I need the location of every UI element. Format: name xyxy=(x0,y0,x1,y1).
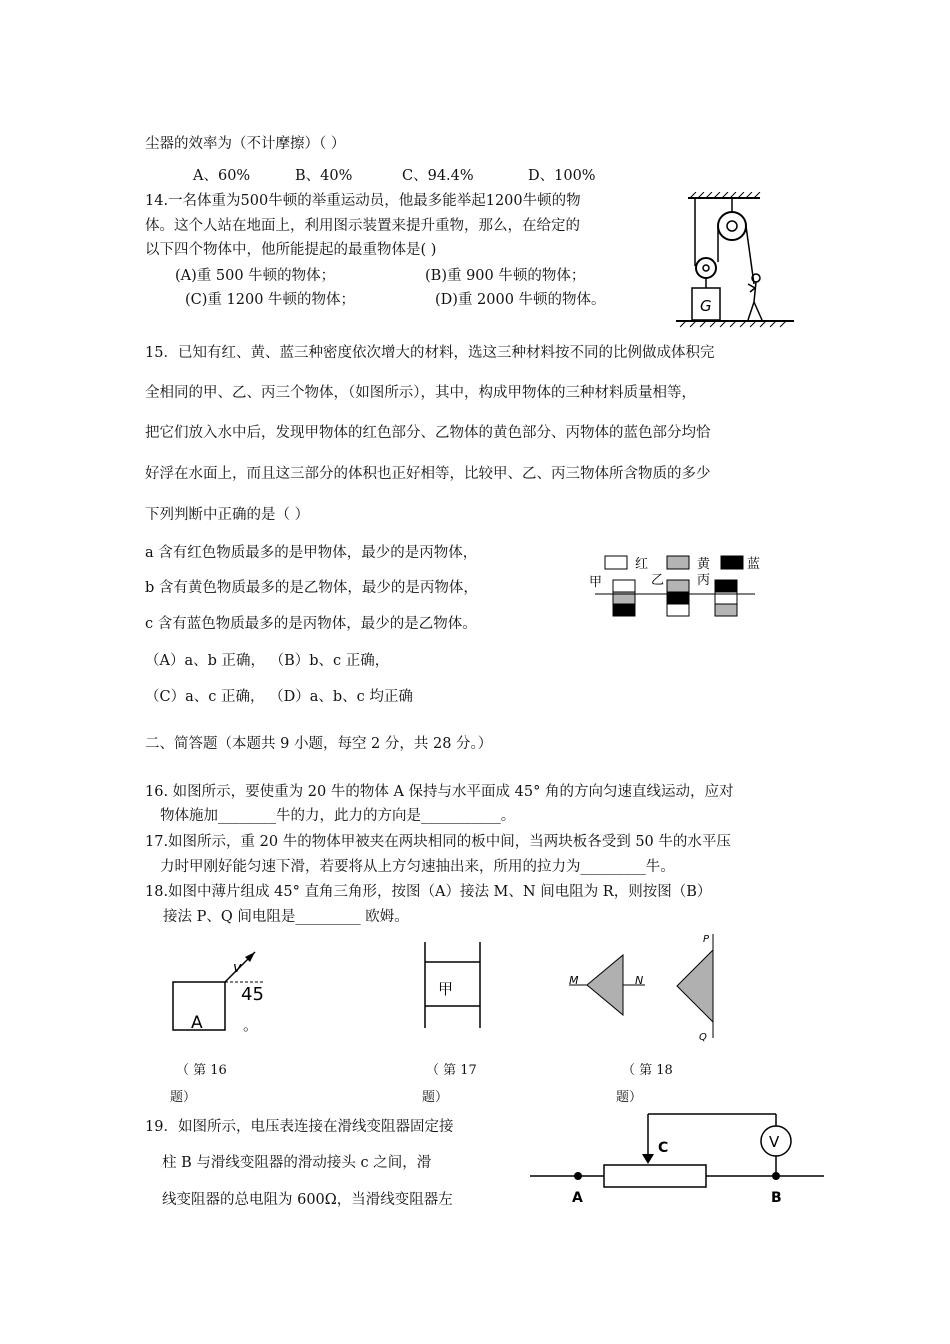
label-v: V xyxy=(769,1133,780,1151)
object-bing-label: 丙 xyxy=(697,573,711,588)
q18-figure xyxy=(565,930,735,1048)
weight-label: G xyxy=(700,297,712,315)
label-a: A xyxy=(572,1190,583,1206)
q13-option-d: D、100% xyxy=(528,168,596,184)
block-a-label: A xyxy=(191,1013,203,1033)
triangle-a xyxy=(587,955,623,1015)
label-q: Q xyxy=(699,1032,707,1043)
label-n: N xyxy=(635,974,644,987)
legend-blue-label: 蓝 xyxy=(747,557,761,572)
q15-line-2: 全相同的甲、乙、丙三个物体，（如图所示），其中，构成甲物体的三种材料质量相等， xyxy=(145,385,696,401)
object-yi-label: 乙 xyxy=(651,573,665,588)
q17-figure xyxy=(420,940,490,1032)
label-p: P xyxy=(703,934,710,945)
q14-option-a: (A)重 500 牛顿的物体； xyxy=(175,268,336,284)
rheostat-circuit-figure xyxy=(528,1108,828,1208)
fixed-pulley xyxy=(718,212,746,240)
object-jia-label: 甲 xyxy=(438,980,454,998)
degree-mark: 。 xyxy=(243,1016,259,1034)
q16-caption-2: 题） xyxy=(170,1090,197,1105)
q15-line-1: 15．已知有红、黄、蓝三种密度依次增大的材料，选这三种材料按不同的比例做成体积完 xyxy=(145,345,715,361)
label-c: C xyxy=(658,1140,669,1156)
q18-line-2: 接法 P、Q 间电阻是_________ 欧姆。 xyxy=(163,909,409,925)
q17-caption-1: （ 第 17 xyxy=(426,1063,477,1078)
density-blocks-figure xyxy=(585,548,765,628)
q13-option-a: A、60% xyxy=(193,168,251,184)
object-jia-label: 甲 xyxy=(589,575,603,590)
slider-arrow-icon xyxy=(642,1154,654,1164)
q14-line-1: 14.一名体重为500牛顿的举重运动员，他最多能举起1200牛顿的物 xyxy=(145,193,581,209)
label-b: B xyxy=(771,1190,782,1206)
terminal-b xyxy=(772,1172,780,1180)
movable-pulley xyxy=(696,258,716,278)
q18-line-1: 18.如图中薄片组成 45° 直角三角形，按图（A）接法 M、N 间电阻为 R，则按图（B） xyxy=(145,884,712,900)
q13-option-c: C、94.4% xyxy=(402,168,474,184)
q19-line-2: 柱 B 与滑线变阻器的滑动接头 c 之间，滑 xyxy=(162,1155,432,1171)
pulley-figure xyxy=(670,192,800,330)
object-yi xyxy=(667,580,689,616)
q14-line-2: 体。这个人站在地面上，利用图示装置来提升重物，那么，在给定的 xyxy=(145,218,580,234)
q18-caption-1: （ 第 18 xyxy=(622,1063,673,1078)
legend-yellow-swatch xyxy=(667,556,689,569)
legend-yellow-label: 黄 xyxy=(697,557,711,572)
q17-caption-2: 题） xyxy=(422,1090,449,1105)
q15-line-5: 下列判断中正确的是（ ） xyxy=(145,507,310,523)
triangle-b xyxy=(677,950,713,1022)
section2-title: 二、简答题（本题共 9 小题，每空 2 分，共 28 分。） xyxy=(145,736,493,752)
q15-line-4: 好浮在水面上，而且这三部分的体积也正好相等，比较甲、乙、丙三物体所含物质的多少 xyxy=(145,466,711,482)
q16-caption-1: （ 第 16 xyxy=(176,1063,227,1078)
q16-figure xyxy=(165,948,275,1038)
q18-caption-2: 题） xyxy=(616,1090,643,1105)
q15-option-cd: （C）a、c 正确， （D）a、b、c 均正确 xyxy=(145,689,413,705)
q14-option-b: (B)重 900 牛顿的物体； xyxy=(425,268,586,284)
q19-line-3: 线变阻器的总电阻为 600Ω，当滑线变阻器左 xyxy=(162,1192,453,1208)
q13-stem: 尘器的效率为（不计摩擦）（ ） xyxy=(145,136,346,152)
object-jia xyxy=(613,580,635,616)
q17-line-2: 力时甲刚好能匀速下滑，若要将从上方匀速抽出来，所用的拉力为_________牛。 xyxy=(160,859,675,875)
q15-statement-c: c 含有蓝色物质最多的是丙物体，最少的是乙物体。 xyxy=(145,616,477,632)
q17-line-1: 17.如图所示，重 20 牛的物体甲被夹在两块相同的板中间，当两块板各受到 50 牛的水平压 xyxy=(145,834,731,850)
q14-line-3: 以下四个物体中，他所能提起的最重物体是( ) xyxy=(145,242,437,258)
velocity-label: v xyxy=(233,960,242,976)
legend-blue-swatch xyxy=(721,556,743,569)
label-m: M xyxy=(569,974,579,987)
object-bing xyxy=(715,580,737,616)
q16-line-1: 16. 如图所示，要使重为 20 牛的物体 A 保持与水平面成 45° 角的方向匀速直线运动，应对 xyxy=(145,784,734,800)
q16-line-2: 物体施加________牛的力，此力的方向是___________。 xyxy=(160,808,516,824)
q15-statement-a: a 含有红色物质最多的是甲物体，最少的是丙物体， xyxy=(145,545,478,561)
person-icon xyxy=(748,274,762,320)
rheostat-resistor xyxy=(604,1165,706,1187)
terminal-a xyxy=(574,1172,582,1180)
q19-line-1: 19．如图所示，电压表连接在滑线变阻器固定接 xyxy=(145,1119,454,1135)
q14-option-d: (D)重 2000 牛顿的物体。 xyxy=(435,292,606,308)
legend-red-label: 红 xyxy=(635,557,649,572)
legend-red-swatch xyxy=(605,556,627,569)
q15-line-3: 把它们放入水中后，发现甲物体的红色部分、乙物体的黄色部分、丙物体的蓝色部分均恰 xyxy=(145,425,711,441)
q15-option-ab: （A）a、b 正确， （B）b、c 正确， xyxy=(145,653,390,669)
q14-option-c: (C)重 1200 牛顿的物体； xyxy=(185,292,356,308)
q15-statement-b: b 含有黄色物质最多的是乙物体，最少的是丙物体， xyxy=(145,580,478,596)
q13-option-b: B、40% xyxy=(295,168,353,184)
angle-label: 45 xyxy=(241,984,264,1005)
